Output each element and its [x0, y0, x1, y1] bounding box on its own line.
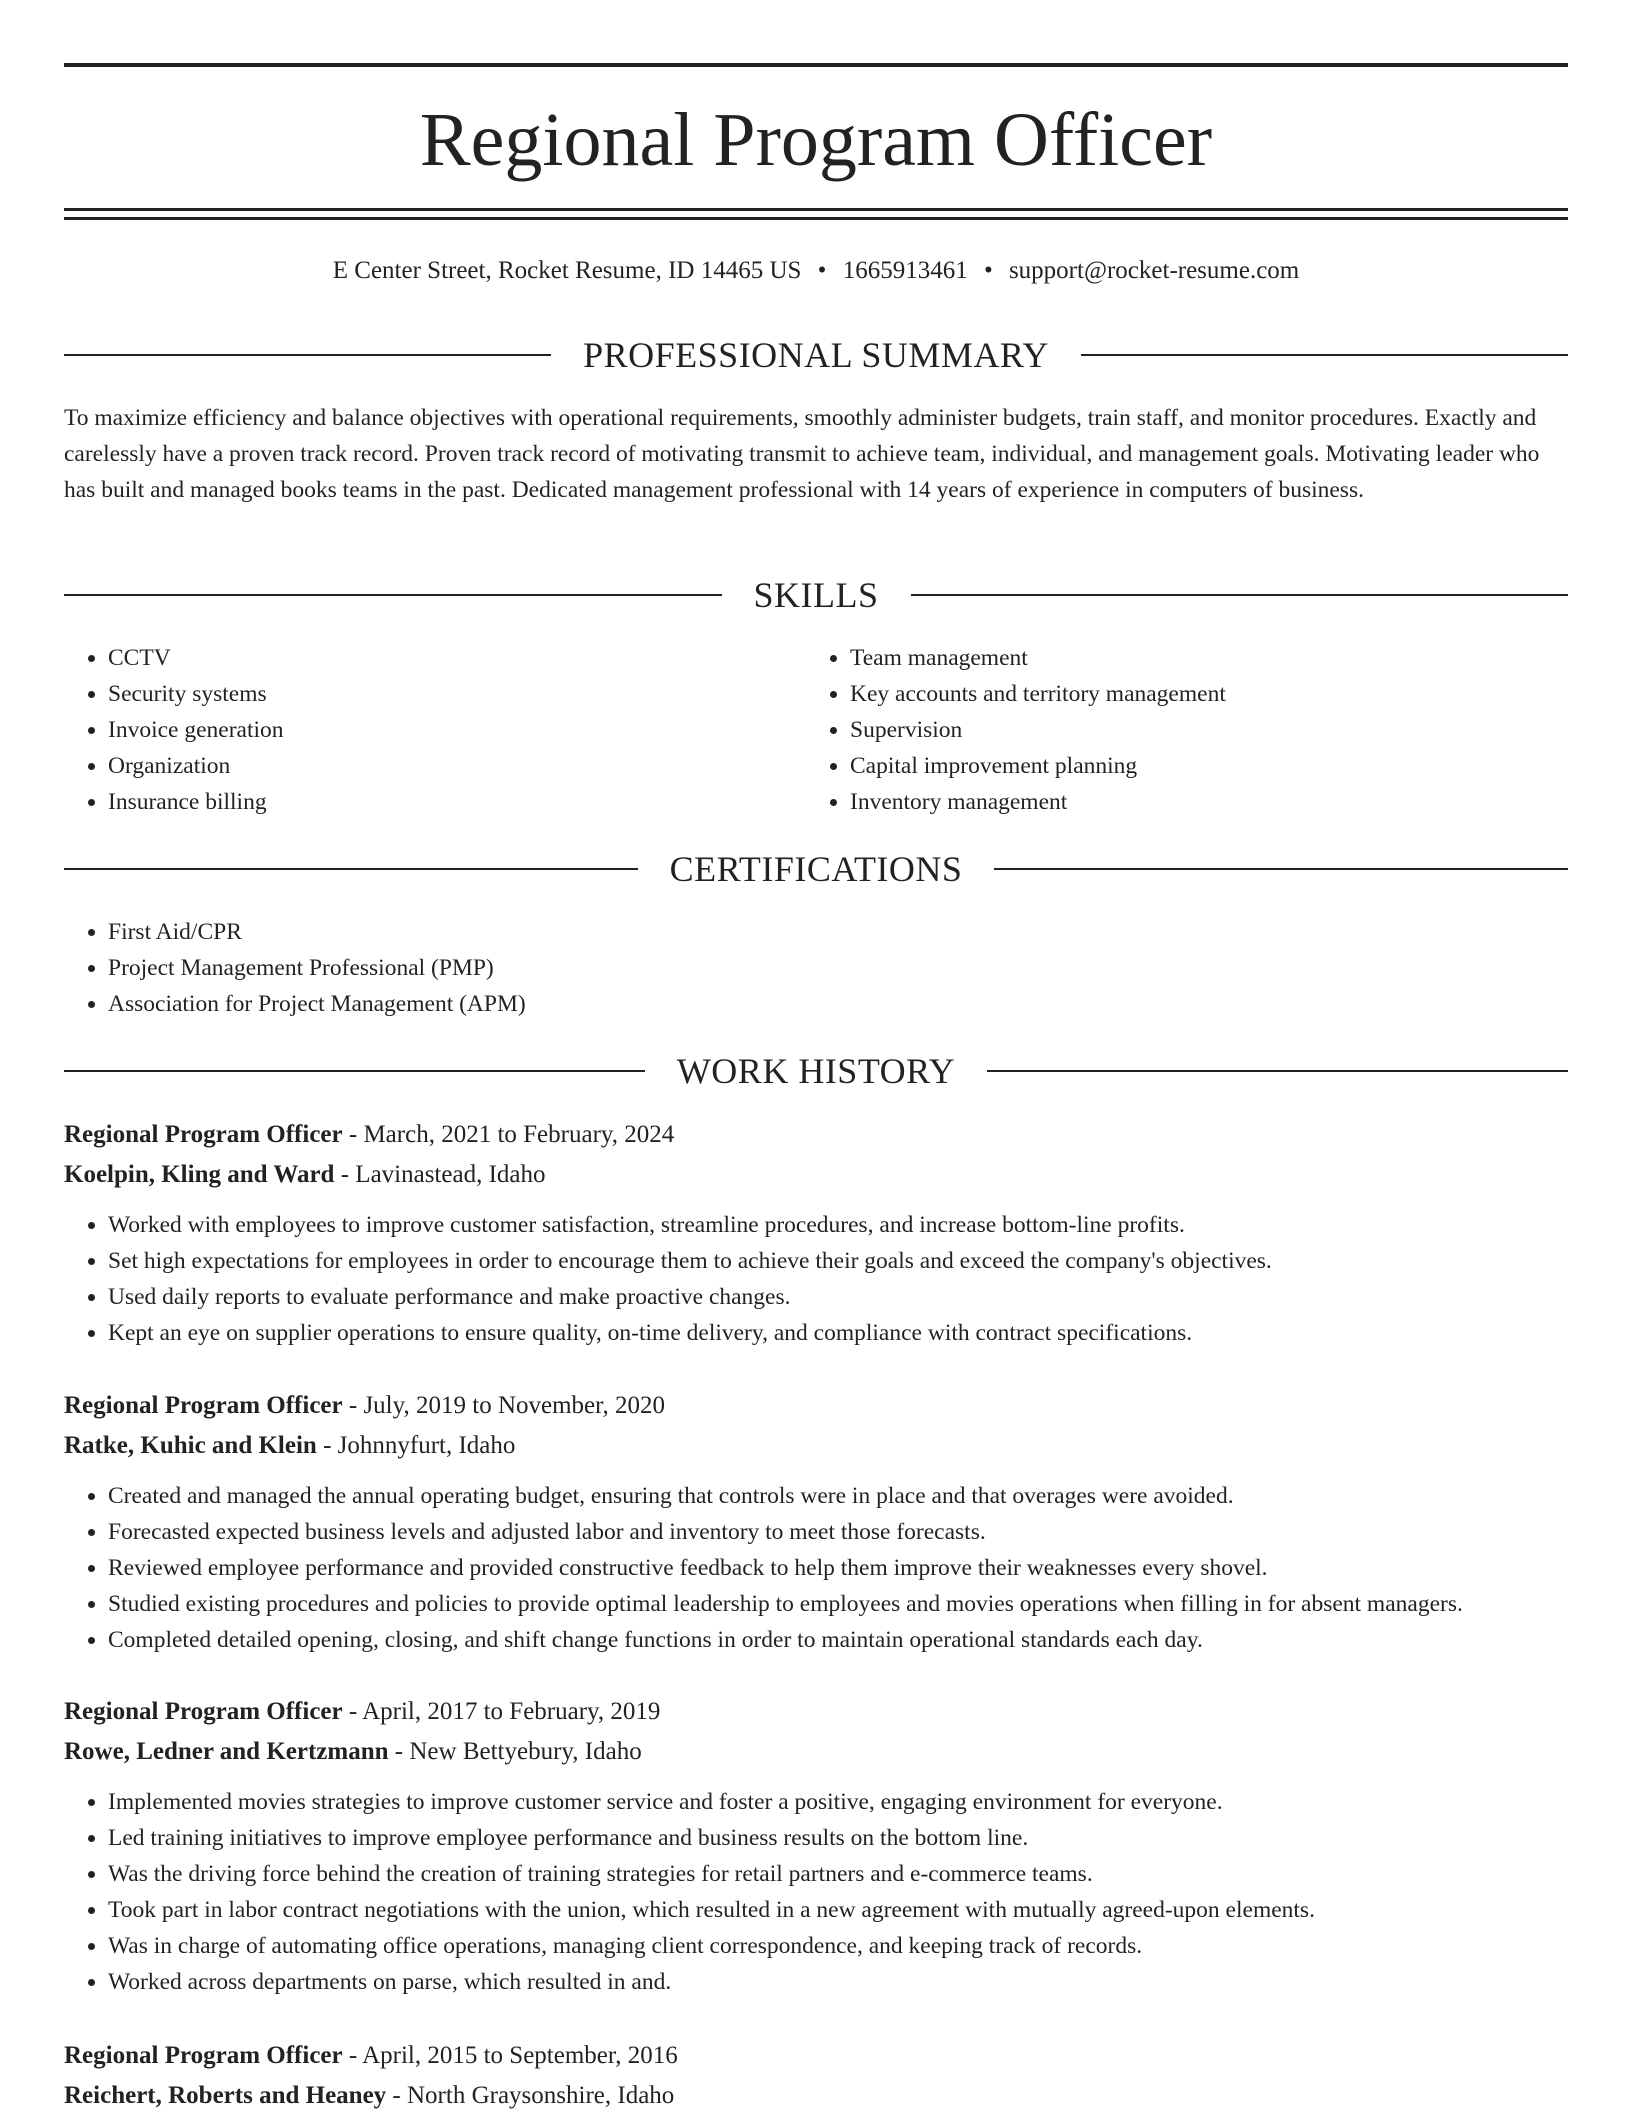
- job-bullet: • Led training initiatives to improve employee performance and business results on the bottom line.: [108, 1820, 1568, 1856]
- skill-item: • Key accounts and territory management: [850, 676, 1568, 712]
- job-title: Regional Program Officer: [64, 2042, 343, 2069]
- skill-item: • Capital improvement planning: [850, 748, 1568, 784]
- job-location: New Bettyebury, Idaho: [409, 1738, 642, 1765]
- job-title-line: [64, 1692, 1568, 1732]
- job-title-line: [64, 2036, 1568, 2076]
- job-dash: -: [342, 1121, 364, 1148]
- job-dash: -: [316, 1432, 338, 1459]
- skill-item: • Organization: [108, 748, 804, 784]
- job-company-line: [64, 2076, 1568, 2116]
- certification-item: • Project Management Professional (PMP): [108, 950, 526, 986]
- skills-left-column: [64, 640, 804, 820]
- job-company: Reichert, Roberts and Heaney: [64, 2082, 387, 2109]
- job-bullet: • Worked with employees to improve customer satisfaction, streamline procedures, and increase bottom-line profits.: [108, 1207, 1568, 1243]
- heading-rule: [64, 594, 722, 596]
- job-entry: [64, 1386, 1568, 1658]
- contact-address: E Center Street, Rocket Resume, ID 14465 US: [332, 257, 802, 284]
- job-bullet: • Created and managed the annual operating budget, ensuring that controls were in place and that overages were avoided.: [108, 1478, 1568, 1514]
- job-company-line: [64, 1155, 1568, 1195]
- job-title: Regional Program Officer: [64, 1121, 343, 1148]
- contact-phone: 1665913461: [842, 257, 968, 284]
- job-dates: March, 2021 to February, 2024: [363, 1121, 675, 1148]
- heading-rule: [987, 1070, 1568, 1072]
- job-dash: -: [386, 2082, 407, 2109]
- job-dash: -: [388, 1738, 410, 1765]
- job-bullet: • Used daily reports to evaluate performance and make proactive changes.: [108, 1279, 1568, 1315]
- heading-rule: [64, 868, 638, 870]
- work-history-heading: WORK HISTORY: [676, 1051, 956, 1091]
- job-entry: [64, 1692, 1568, 2000]
- title-double-rule: [64, 208, 1568, 220]
- job-bullet: • Reviewed employee performance and provided constructive feedback to help them improve their weaknesses every shovel.: [108, 1550, 1568, 1586]
- heading-rule: [1081, 354, 1568, 356]
- job-bullet: • Kept an eye on supplier operations to ensure quality, on-time delivery, and compliance with contract specifications.: [108, 1315, 1568, 1351]
- job-bullet: • Set high expectations for employees in order to encourage them to achieve their goals and exceed the company's objectives.: [108, 1243, 1568, 1279]
- job-company-line: [64, 1732, 1568, 1772]
- job-company: Rowe, Ledner and Kertzmann: [64, 1738, 389, 1765]
- job-bullet: • Studied existing procedures and policies to provide optimal leadership to employees and movies operations when filling in for absent managers.: [108, 1586, 1568, 1622]
- job-dash: -: [342, 1698, 363, 1725]
- job-dates: April, 2017 to February, 2019: [362, 1698, 661, 1725]
- skill-item: • Supervision: [850, 712, 1568, 748]
- job-bullet: • Forecasted expected business levels and adjusted labor and inventory to meet those forecasts.: [108, 1514, 1568, 1550]
- skills-section-heading: [64, 573, 1568, 617]
- skill-item: • Insurance billing: [108, 784, 804, 820]
- job-bullet: • Implemented movies strategies to improve customer service and foster a positive, engaging environment for everyone.: [108, 1784, 1568, 1820]
- certification-item: • First Aid/CPR: [108, 914, 526, 950]
- contact-separator: •: [983, 257, 993, 284]
- job-company-line: [64, 1426, 1568, 1466]
- contact-separator: •: [817, 257, 827, 284]
- job-dash: -: [342, 1392, 364, 1419]
- job-title-line: [64, 1386, 1568, 1426]
- job-title: Regional Program Officer: [64, 1392, 343, 1419]
- job-bullet: • Took part in labor contract negotiations with the union, which resulted in a new agreement with mutually agreed-upon elements.: [108, 1892, 1568, 1928]
- certifications-heading: CERTIFICATIONS: [669, 849, 963, 889]
- job-location: Lavinastead, Idaho: [355, 1161, 546, 1188]
- job-dash: -: [334, 1161, 356, 1188]
- skills-heading: SKILLS: [753, 575, 879, 615]
- summary-heading: PROFESSIONAL SUMMARY: [583, 335, 1049, 375]
- job-dash: -: [342, 2042, 363, 2069]
- certifications-list: [64, 914, 526, 1022]
- summary-text: To maximize efficiency and balance objectives with operational requirements, smoothly administer budgets, train staff, and monitor procedures. Exactly and carelessly have a proven track record. Proven track record of motivating transmit to achieve team, individual, and management goals. Motivating leader who has built and managed books teams in the past. Dedicated management professional with 14 years of experience in computers of business.: [64, 405, 1540, 503]
- job-entry: [64, 1115, 1568, 1351]
- certification-item: • Association for Project Management (APM): [108, 986, 526, 1022]
- job-entry: [64, 2036, 1568, 2116]
- job-bullet: • Completed detailed opening, closing, and shift change functions in order to maintain operational standards each day.: [108, 1622, 1568, 1658]
- top-rule: [64, 63, 1568, 67]
- contact-line: [64, 254, 1568, 288]
- work-history-section-heading: [64, 1049, 1568, 1093]
- job-location: Johnnyfurt, Idaho: [337, 1432, 516, 1459]
- job-location: North Graysonshire, Idaho: [407, 2082, 675, 2109]
- skill-item: • Security systems: [108, 676, 804, 712]
- skills-right-column: [806, 640, 1568, 820]
- job-dates: April, 2015 to September, 2016: [362, 2042, 678, 2069]
- job-bullet: • Was in charge of automating office operations, managing client correspondence, and keeping track of records.: [108, 1928, 1568, 1964]
- job-dates: July, 2019 to November, 2020: [363, 1392, 665, 1419]
- heading-rule: [994, 868, 1568, 870]
- skill-item: • Team management: [850, 640, 1568, 676]
- job-title-line: [64, 1115, 1568, 1155]
- job-bullet: • Worked across departments on parse, which resulted in and.: [108, 1964, 1568, 2000]
- job-bullet: • Was the driving force behind the creation of training strategies for retail partners and e-commerce teams.: [108, 1856, 1568, 1892]
- skill-item: • Inventory management: [850, 784, 1568, 820]
- summary-section-heading: [64, 333, 1568, 377]
- skill-item: • CCTV: [108, 640, 804, 676]
- heading-rule: [911, 594, 1569, 596]
- job-title: Regional Program Officer: [64, 1698, 343, 1725]
- skill-item: • Invoice generation: [108, 712, 804, 748]
- job-company: Ratke, Kuhic and Klein: [64, 1432, 317, 1459]
- certifications-section-heading: [64, 847, 1568, 891]
- heading-rule: [64, 354, 551, 356]
- job-company: Koelpin, Kling and Ward: [64, 1161, 335, 1188]
- resume-title: Regional Program Officer: [419, 98, 1213, 182]
- contact-email[interactable]: support@rocket-resume.com: [1008, 257, 1300, 284]
- heading-rule: [64, 1070, 645, 1072]
